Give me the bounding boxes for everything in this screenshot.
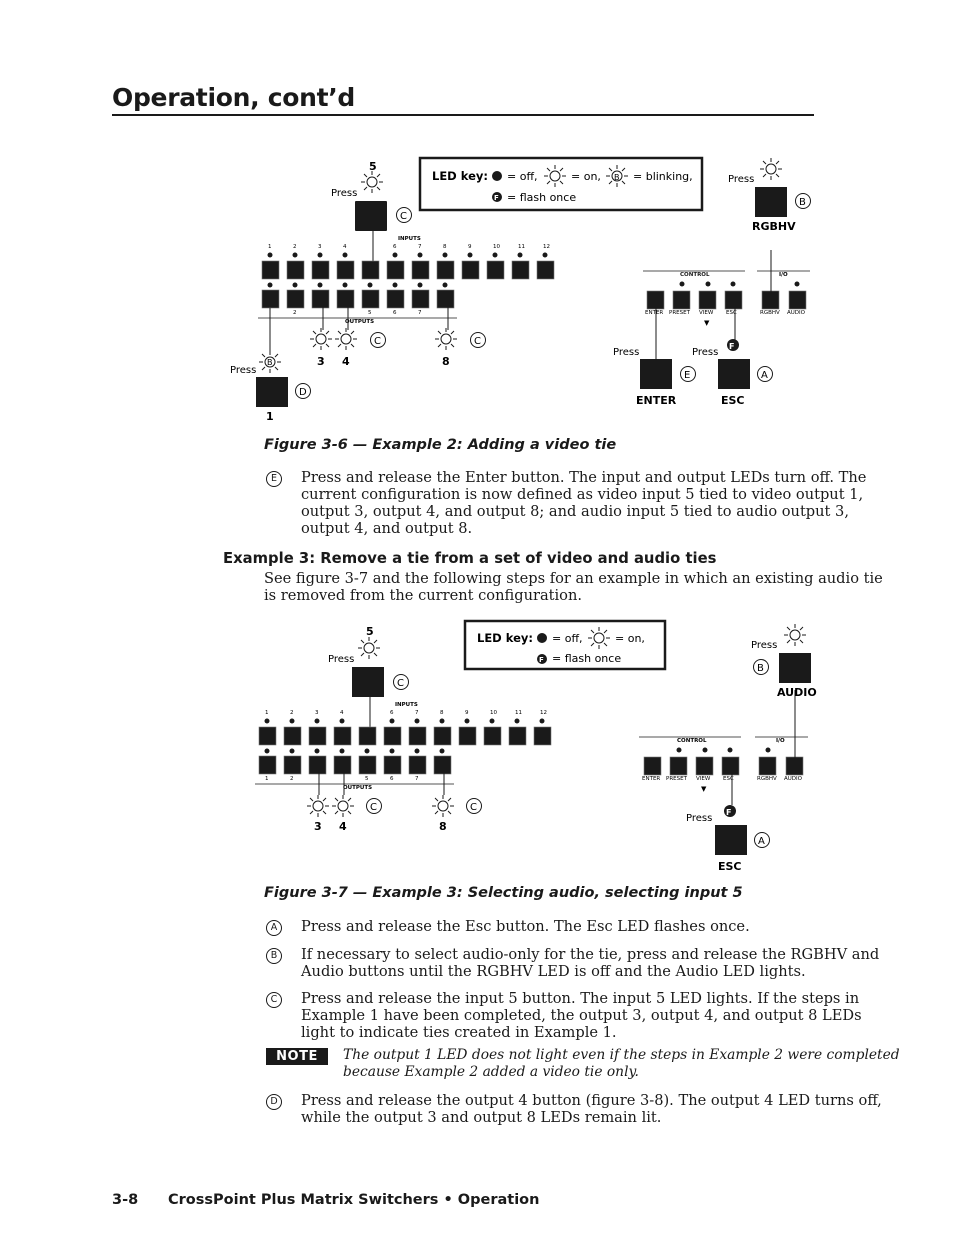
svg-text:A: A	[761, 370, 768, 381]
step-a-marker: A	[266, 920, 282, 936]
press-label: Press	[331, 188, 358, 199]
svg-text:12: 12	[540, 710, 547, 716]
svg-text:8: 8	[443, 244, 447, 250]
svg-text:7: 7	[418, 310, 422, 316]
enter-big: ENTER	[636, 394, 677, 407]
figure1-caption: Figure 3-6 — Example 2: Adding a video tie	[264, 437, 617, 453]
key-blinking: = blinking,	[633, 170, 693, 183]
svg-text:6: 6	[390, 776, 394, 782]
svg-text:3: 3	[317, 355, 325, 368]
led-key-label: LED key:	[432, 169, 488, 183]
top-num: 5	[369, 160, 377, 173]
svg-text:5: 5	[368, 310, 372, 316]
svg-text:D: D	[299, 387, 307, 398]
svg-text:C: C	[470, 802, 477, 813]
key-off: = off,	[507, 170, 538, 183]
svg-text:F: F	[729, 342, 735, 351]
svg-text:2: 2	[290, 710, 294, 716]
svg-text:1: 1	[265, 710, 269, 716]
svg-text:8: 8	[442, 355, 450, 368]
svg-text:8: 8	[440, 710, 444, 716]
step-b-text: If necessary to select audio-only for the tie, press and release the RGBHV and Audio buttons until the RGBHV LED is off and the Audio LED lights.	[301, 946, 880, 980]
svg-text:11: 11	[515, 710, 522, 716]
svg-text:VIEW: VIEW	[696, 776, 711, 782]
svg-text:Press: Press	[728, 174, 755, 185]
led-key-label-2: LED key:	[477, 631, 533, 645]
svg-text:Press: Press	[230, 365, 257, 376]
svg-text:C: C	[400, 211, 407, 222]
svg-text:E: E	[684, 370, 691, 381]
svg-text:C: C	[397, 678, 404, 689]
svg-text:B: B	[757, 663, 764, 674]
svg-text:10: 10	[493, 244, 500, 250]
note-text: The output 1 LED does not light even if the steps in Example 2 were completed because Example 2 added a video tie only.	[343, 1047, 900, 1080]
svg-text:CONTROL: CONTROL	[677, 738, 707, 744]
svg-text:ESC: ESC	[726, 310, 737, 316]
svg-text:11: 11	[518, 244, 525, 250]
svg-text:Press: Press	[751, 640, 778, 651]
io-label: I/O	[779, 272, 788, 278]
step-d-marker: D	[266, 1094, 282, 1110]
svg-text:C: C	[370, 802, 377, 813]
svg-text:AUDIO: AUDIO	[777, 686, 817, 699]
svg-text:7: 7	[415, 776, 419, 782]
example3-intro: See figure 3-7 and the following steps for an example in which an existing audio tie is removed from the current configuration.	[264, 570, 883, 604]
svg-text:C: C	[374, 336, 381, 347]
svg-text:4: 4	[339, 820, 347, 833]
svg-text:Press: Press	[328, 654, 355, 665]
svg-text:4: 4	[343, 244, 347, 250]
step-b-marker: B	[266, 948, 282, 964]
step-d-text: Press and release the output 4 button (figure 3-8). The output 4 LED turns off, while the output 3 and output 8 LEDs remain lit.	[301, 1092, 882, 1126]
svg-text:RGBHV: RGBHV	[760, 310, 780, 316]
key-on: = on,	[571, 170, 601, 183]
svg-text:I/O: I/O	[776, 738, 785, 744]
svg-text:AUDIO: AUDIO	[787, 310, 805, 316]
svg-text:= on,: = on,	[615, 632, 645, 645]
svg-text:8: 8	[439, 820, 447, 833]
svg-text:▼: ▼	[704, 319, 710, 327]
svg-text:F: F	[494, 194, 499, 202]
svg-text:Press: Press	[686, 813, 713, 824]
step-a-text: Press and release the Esc button. The Esc LED flashes once.	[301, 918, 750, 935]
svg-text:12: 12	[543, 244, 550, 250]
svg-text:F: F	[726, 808, 732, 817]
inputs-label: INPUTS	[398, 236, 421, 242]
svg-text:F: F	[539, 656, 544, 664]
svg-text:3: 3	[315, 710, 319, 716]
svg-text:6: 6	[393, 244, 397, 250]
svg-text:4: 4	[340, 710, 344, 716]
svg-text:Press: Press	[692, 347, 719, 358]
svg-text:1: 1	[266, 410, 274, 423]
footer-page-number: 3-8	[112, 1192, 139, 1208]
svg-text:OUTPUTS: OUTPUTS	[343, 785, 373, 791]
svg-text:1: 1	[268, 244, 272, 250]
svg-text:7: 7	[415, 710, 419, 716]
svg-text:ESC: ESC	[718, 860, 742, 873]
svg-text:3: 3	[314, 820, 322, 833]
outputs-label: OUTPUTS	[345, 319, 375, 325]
svg-text:AUDIO: AUDIO	[784, 776, 802, 782]
svg-text:2: 2	[293, 310, 297, 316]
svg-text:VIEW: VIEW	[699, 310, 714, 316]
footer-text: CrossPoint Plus Matrix Switchers • Operation	[168, 1192, 540, 1208]
svg-text:RGBHV: RGBHV	[757, 776, 777, 782]
svg-text:A: A	[758, 836, 765, 847]
step-e-text: Press and release the Enter button. The input and output LEDs turn off. The current configuration is now defined as video input 5 tied to video output 1, output 3, output 4, and output 8; and audio input 5 tied to audio output 3, output 4, and output 8.	[301, 469, 867, 537]
svg-text:1: 1	[265, 776, 269, 782]
page-title: Operation, cont’d	[112, 83, 356, 112]
svg-text:INPUTS: INPUTS	[395, 702, 418, 708]
svg-text:7: 7	[418, 244, 422, 250]
svg-text:10: 10	[490, 710, 497, 716]
esc-big: ESC	[721, 394, 745, 407]
svg-text:ENTER: ENTER	[642, 776, 661, 782]
svg-text:ENTER: ENTER	[645, 310, 664, 316]
svg-text:5: 5	[366, 625, 374, 638]
svg-text:5: 5	[365, 776, 369, 782]
key-blink-letter: B	[614, 173, 620, 182]
svg-text:▼: ▼	[701, 785, 707, 793]
rgbhv-big: RGBHV	[752, 220, 796, 233]
svg-text:= flash once: = flash once	[552, 652, 622, 665]
svg-text:C: C	[474, 336, 481, 347]
step-e-marker: E	[266, 471, 282, 487]
svg-text:B: B	[799, 197, 806, 208]
svg-text:2: 2	[290, 776, 294, 782]
step-c-marker: C	[266, 992, 282, 1008]
svg-text:9: 9	[465, 710, 469, 716]
svg-text:4: 4	[342, 355, 350, 368]
svg-text:6: 6	[393, 310, 397, 316]
note-badge: NOTE	[266, 1048, 328, 1065]
figure2-caption: Figure 3-7 — Example 3: Selecting audio, selecting input 5	[264, 885, 743, 901]
svg-text:9: 9	[468, 244, 472, 250]
svg-text:3: 3	[318, 244, 322, 250]
svg-text:6: 6	[390, 710, 394, 716]
step-c-text: Press and release the input 5 button. The input 5 LED lights. If the steps in Example 1 have been completed, the output 3, output 4, and output 8 LEDs light to indicate ties created in Example 1.	[301, 990, 862, 1041]
svg-text:2: 2	[293, 244, 297, 250]
control-label: CONTROL	[680, 272, 710, 278]
svg-text:B: B	[267, 358, 273, 367]
svg-text:Press: Press	[613, 347, 640, 358]
svg-text:ESC: ESC	[723, 776, 734, 782]
key-flash: = flash once	[507, 191, 577, 204]
svg-text:= off,: = off,	[552, 632, 583, 645]
svg-text:PRESET: PRESET	[669, 310, 690, 316]
svg-text:PRESET: PRESET	[666, 776, 687, 782]
example3-heading: Example 3: Remove a tie from a set of video and audio ties	[223, 550, 717, 567]
